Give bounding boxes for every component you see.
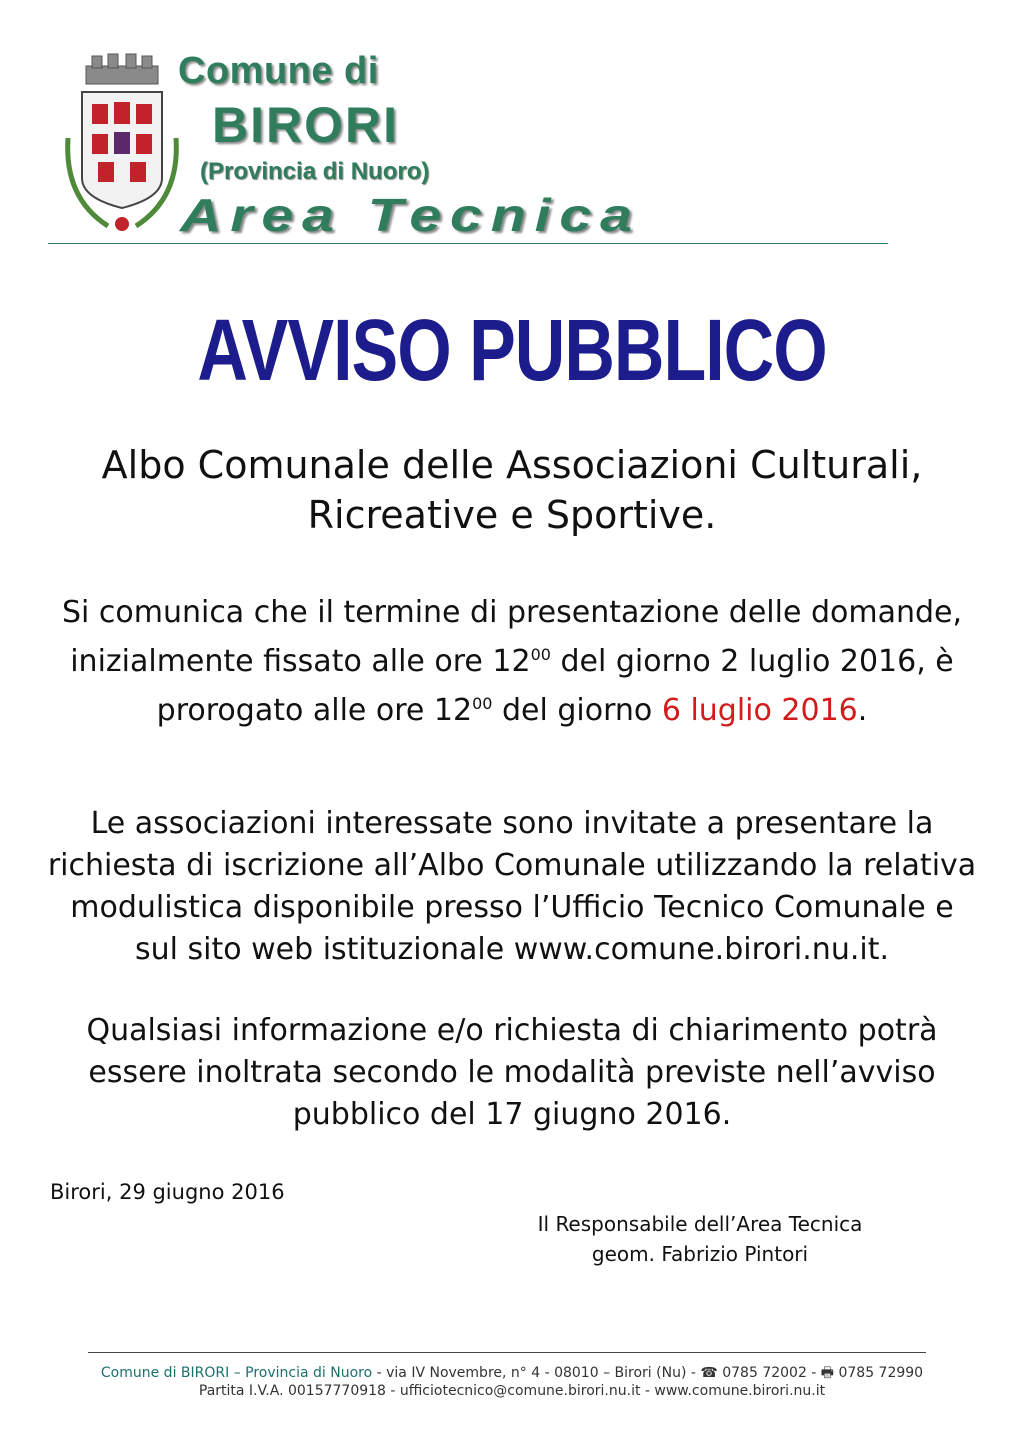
- signature-role: Il Responsabile dell’Area Tecnica: [537, 1212, 863, 1236]
- registration-paragraph: [40, 803, 984, 971]
- deadline-line-2-rest: del giorno 2 luglio 2016, è: [550, 644, 954, 679]
- footer-vat-web: Partita I.V.A. 00157770918 - ufficiotecnico@comune.birori.nu.it - www.comune.birori.nu.it: [198, 1383, 826, 1399]
- paragraph-line: modulistica disponibile presso l’Ufficio Tecnico Comunale e: [70, 890, 954, 925]
- footer-entity: Comune di BIRORI – Provincia di Nuoro: [100, 1365, 373, 1381]
- paragraph-line: essere inoltrata secondo le modalità previste nell’avviso: [88, 1055, 936, 1090]
- time-superscript: 00: [472, 694, 493, 713]
- deadline-line-3-text: prorogato alle ore 12: [156, 693, 473, 728]
- deadline-line-2: [40, 634, 984, 683]
- paragraph-line: sul sito web istituzionale www.comune.birori.nu.it.: [135, 932, 889, 967]
- time-superscript: 00: [530, 645, 551, 664]
- deadline-line-3-mid: del giorno: [492, 693, 662, 728]
- subject-line-2: Ricreative e Sportive.: [307, 493, 717, 537]
- deadline-line-3: [40, 683, 984, 732]
- letterhead-comune: Comune di: [178, 50, 379, 92]
- deadline-paragraph: [40, 592, 984, 732]
- letterhead-province: (Provincia di Nuoro): [200, 158, 430, 185]
- paragraph-line: Le associazioni interessate sono invitate a presentare la: [90, 806, 934, 841]
- header-divider: [48, 243, 888, 244]
- paragraph-line: richiesta di iscrizione all’Albo Comunale utilizzando la relativa: [47, 848, 977, 883]
- letterhead-town-name: BIRORI: [212, 97, 399, 153]
- notice-title: AVVISO PUBBLICO: [197, 301, 827, 399]
- deadline-line-3-end: .: [857, 693, 868, 728]
- letterhead-department: Area Tecnica: [180, 189, 641, 241]
- footer-divider: [88, 1352, 926, 1353]
- paragraph-line: Qualsiasi informazione e/o richiesta di chiarimento potrà: [86, 1013, 938, 1048]
- paragraph-line: pubblico del 17 giugno 2016.: [292, 1097, 732, 1132]
- footer-contacts: - via IV Novembre, n° 4 - 08010 – Birori (Nu) - ☎ 0785 72002 - 🖶 0785 72990: [372, 1365, 924, 1381]
- deadline-line-2-text: inizialmente fissato alle ore 12: [70, 644, 531, 679]
- signature-name: geom. Fabrizio Pintori: [591, 1242, 809, 1266]
- notice-subject: [40, 440, 984, 540]
- coat-of-arms-icon: [58, 48, 186, 238]
- place-date: Birori, 29 giugno 2016: [50, 1180, 285, 1204]
- subject-line-1: Albo Comunale delle Associazioni Culturali,: [101, 443, 923, 487]
- deadline-line-1: Si comunica che il termine di presentazione delle domande,: [61, 595, 963, 630]
- info-paragraph: [40, 1010, 984, 1136]
- new-deadline-date: 6 luglio 2016: [661, 693, 858, 728]
